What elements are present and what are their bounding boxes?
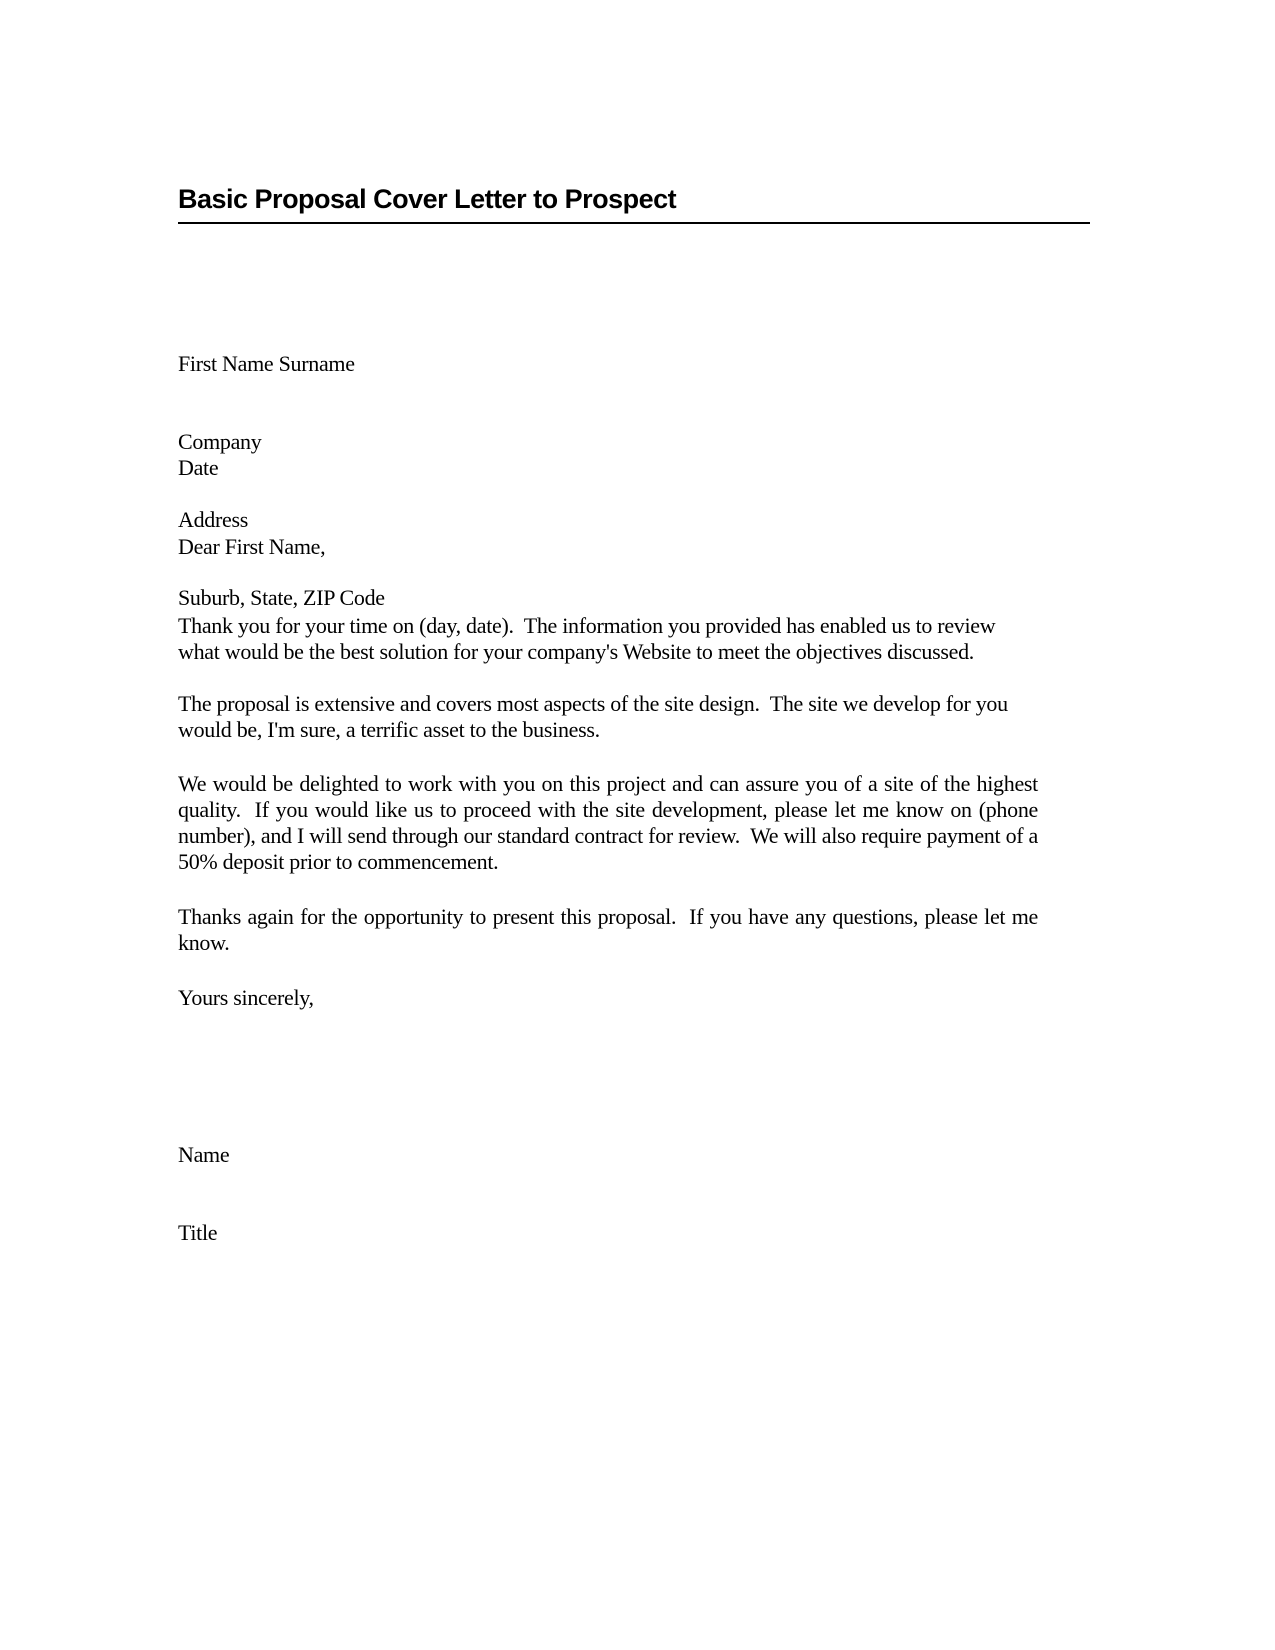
recipient-city-line: Suburb, State, ZIP Code <box>178 585 385 610</box>
document-title: Basic Proposal Cover Letter to Prospect <box>178 186 1090 224</box>
recipient-address-line: Address <box>178 507 249 532</box>
body-paragraph-2: The proposal is extensive and covers most aspects of the site design. The site we develop for you would be, I'm sure, a terrific asset to the business. <box>178 691 1014 742</box>
signature-block <box>178 1090 1038 1298</box>
salutation: Dear First Name, <box>178 534 326 559</box>
date-line: Date <box>178 455 219 480</box>
recipient-name-line: First Name Surname <box>178 351 355 376</box>
closing-line: Yours sincerely, <box>178 985 314 1010</box>
recipient-address-block <box>178 299 1038 663</box>
recipient-company-line: Company <box>178 429 262 454</box>
body-paragraph-1: Thank you for your time on (day, date). The information you provided has enabled us to review what would be the best solution for your company's Website to meet the objectives discussed. <box>178 613 1001 664</box>
body-paragraph-4: Thanks again for the opportunity to present this proposal. If you have any questions, please let me know. <box>178 904 1044 955</box>
body-paragraph-3: We would be delighted to work with you on this project and can assure you of a site of the highest quality. If you would like us to proceed with the site development, please let me know on (phone number), and I will send through our standard contract for review. We will also require payment of a 50% deposit prior to commencement. <box>178 771 1044 874</box>
signature-name-line: Name <box>178 1142 230 1167</box>
signature-title-line: Title <box>178 1220 218 1245</box>
